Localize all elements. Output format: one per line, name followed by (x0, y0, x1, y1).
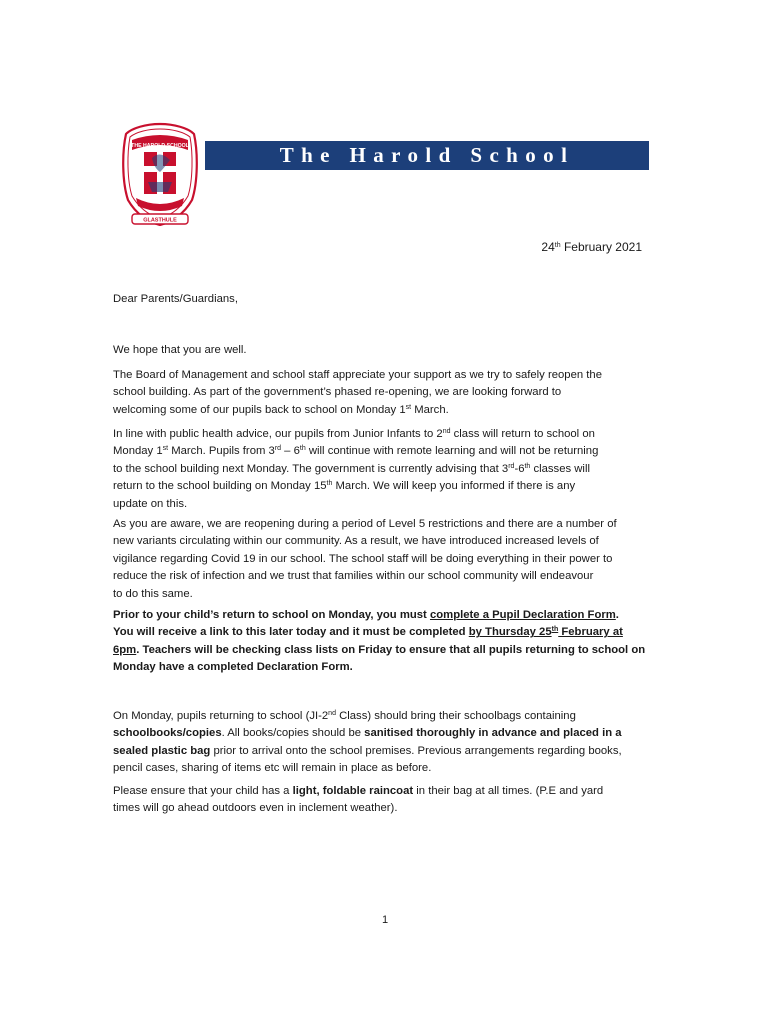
paragraph-schoolbooks: On Monday, pupils returning to school (JI-2nd Class) should bring their schoolbags containing schoolbooks/copies. All books/copies should be sanitised thoroughly in advance and placed in a sealed plastic bag prior to arrival onto the school premises. Previous arrangements regarding books, pencil cases, sharing of items etc will remain in place as before. (113, 710, 622, 775)
salutation: Dear Parents/Guardians, (113, 293, 238, 305)
paragraph-declaration-form: Prior to your child’s return to school on Monday, you must complete a Pupil Declaration Form. You will receive a link to this later today and it must be completed by Thursday 25th February at 6pm. Teachers will be checking class lists on Friday to ensure that all pupils returning to school on Monday have a completed Declaration Form. (113, 609, 646, 674)
letter-date: 24th February 2021 (541, 240, 642, 254)
paragraph-greeting: We hope that you are well. (113, 344, 247, 356)
school-name-title: The Harold School (279, 143, 575, 167)
declaration-form-link-text: complete a Pupil Declaration Form (429, 609, 616, 621)
paragraph-return-schedule: In line with public health advice, our pupils from Junior Infants to 2nd class will return to school on Monday 1st March. Pupils from 3rd – 6th will continue with remote learning and will not be returning to the school building next Monday. The government is currently advising that 3rd-6th classes will return to the school building on Monday 15th March. We will keep you informed if there is any update on this. (113, 428, 599, 510)
school-crest-logo (118, 122, 202, 226)
crest-bottom-text: GLASTHULE (143, 217, 177, 224)
paragraph-level5-restrictions: As you are aware, we are reopening during a period of Level 5 restrictions and there are a number of new variants circulating within our community. As a result, we have introduced increased levels of vigilance regarding Covid 19 in our school. The school staff will be doing everything in their power to reduce the risk of infection and we trust that families within our school community will endeavour to do this same. (113, 518, 617, 600)
paragraph-reopening: The Board of Management and school staff appreciate your support as we try to safely reopen the school building. As part of the government’s phased re-opening, we are looking forward to welcoming some of our pupils back to school on Monday 1st March. (113, 369, 602, 416)
crest-top-text: THE HAROLD SCHOOL (131, 143, 189, 149)
page-number: 1 (381, 914, 389, 926)
school-name-banner (205, 141, 649, 170)
paragraph-raincoat: Please ensure that your child has a light, foldable raincoat in their bag at all times. (P.E and yard times will go ahead outdoors even in inclement weather). (113, 785, 604, 815)
